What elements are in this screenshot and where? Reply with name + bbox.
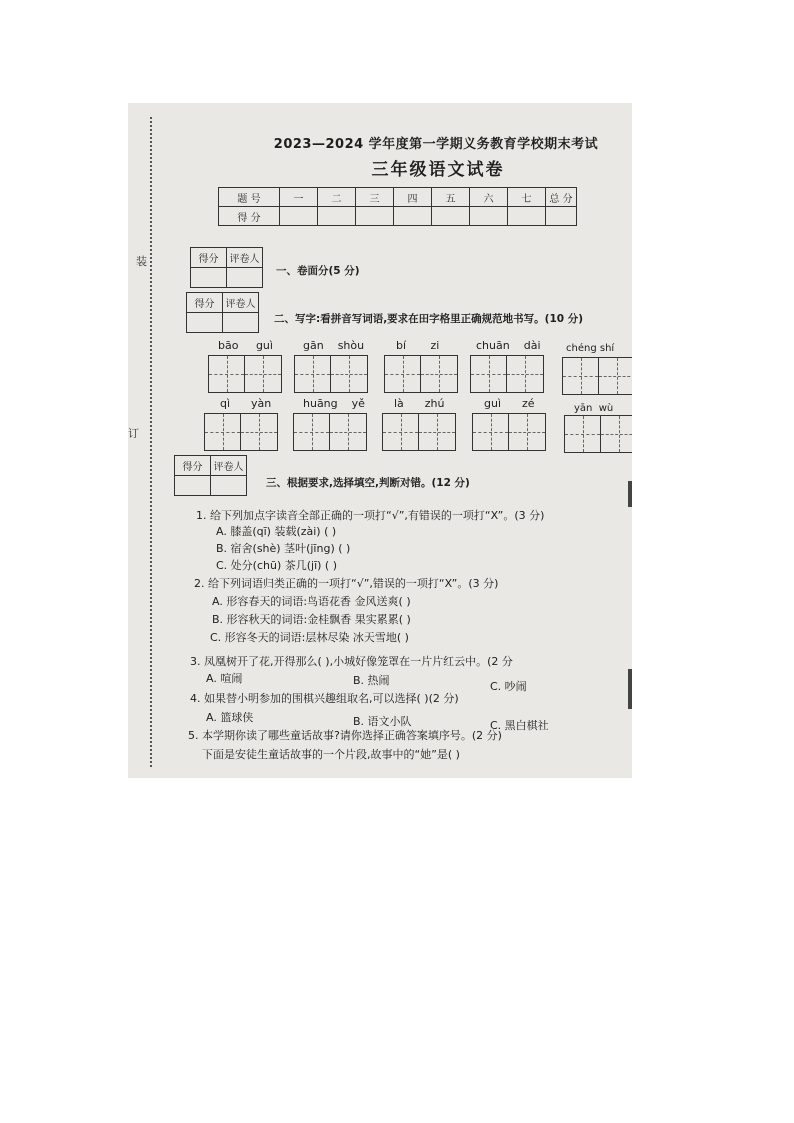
grader-cell: [211, 476, 247, 496]
pinyin-2: [303, 339, 364, 352]
grader-cell: [191, 268, 227, 288]
pinyin-7: [303, 397, 365, 410]
pinyin-syllable: guì: [484, 397, 502, 410]
grader-score-label: 得分: [187, 293, 223, 313]
writing-grid-7[interactable]: [293, 413, 367, 451]
grader-score-label: 得分: [175, 456, 211, 476]
pinyin-syllable: gān: [303, 339, 324, 352]
score-col-4: 四: [394, 188, 432, 207]
writing-cell[interactable]: [473, 414, 509, 450]
score-cell: [432, 207, 470, 226]
score-table-row1-label: 题 号: [219, 188, 280, 207]
writing-grid-2[interactable]: [294, 355, 368, 393]
pinyin-10: [574, 403, 613, 414]
writing-grid-9[interactable]: [472, 413, 546, 451]
writing-cell[interactable]: [601, 416, 632, 452]
binding-char-zhuang: 装: [136, 255, 147, 268]
grader-label: 评卷人: [227, 248, 263, 268]
pinyin-9: [484, 397, 535, 410]
writing-grid-5[interactable]: [562, 357, 632, 395]
pinyin-syllable: dài: [523, 339, 541, 352]
grader-cell: [223, 313, 259, 333]
score-col-2: 二: [318, 188, 356, 207]
pinyin-syllable: yàn: [251, 397, 272, 410]
question-5: 5. 本学期你读了哪些童话故事?请你选择正确答案填序号。(2 分): [188, 729, 502, 742]
question-3-option-c: C. 吵闹: [490, 680, 527, 693]
grader-label: 评卷人: [211, 456, 247, 476]
writing-cell[interactable]: [599, 358, 632, 394]
writing-cell[interactable]: [471, 356, 507, 392]
pinyin-5: [566, 343, 614, 354]
pinyin-8: [394, 397, 445, 410]
writing-grid-8[interactable]: [382, 413, 456, 451]
grader-cell: [227, 268, 263, 288]
writing-cell[interactable]: [330, 414, 366, 450]
writing-cell[interactable]: [507, 356, 543, 392]
writing-grid-10[interactable]: [564, 415, 632, 453]
pinyin-syllable: zhú: [424, 397, 445, 410]
question-2-option-a: A. 形容春天的词语:鸟语花香 金风送爽( ): [212, 595, 411, 608]
exam-title: 2023—2024 学年度第一学期义务教育学校期末考试: [273, 137, 599, 152]
score-cell: [470, 207, 508, 226]
question-2-option-c: C. 形容冬天的词语:层林尽染 冰天雪地( ): [210, 631, 409, 644]
grader-label: 评卷人: [223, 293, 259, 313]
writing-cell[interactable]: [295, 356, 331, 392]
grader-box-3: [174, 455, 247, 496]
pinyin-syllable: yě: [351, 397, 365, 410]
question-4-option-a: A. 篮球侠: [206, 711, 254, 724]
writing-grid-3[interactable]: [384, 355, 458, 393]
section-3-heading: 三、根据要求,选择填空,判断对错。(12 分): [266, 477, 470, 489]
question-5-line-2: 下面是安徒生童话故事的一个片段,故事中的“她”是( ): [202, 748, 460, 761]
pinyin-syllable: yān: [574, 403, 593, 414]
binding-dotted-line: [150, 117, 152, 767]
writing-cell[interactable]: [209, 356, 245, 392]
writing-cell[interactable]: [294, 414, 330, 450]
score-col-total: 总 分: [546, 188, 577, 207]
pinyin-syllable: huāng: [303, 397, 338, 410]
grader-cell: [187, 313, 223, 333]
writing-cell[interactable]: [565, 416, 601, 452]
page-edge-mark: [628, 669, 632, 709]
pinyin-syllable: là: [394, 397, 404, 410]
grader-cell: [175, 476, 211, 496]
question-3-option-a: A. 喧闹: [206, 672, 243, 685]
exam-paper-photo: [128, 103, 632, 778]
writing-cell[interactable]: [331, 356, 367, 392]
writing-cell[interactable]: [383, 414, 419, 450]
writing-grid-1[interactable]: [208, 355, 282, 393]
page-edge-mark: [628, 481, 632, 507]
pinyin-syllable: bí: [396, 339, 407, 352]
binding-char-ding: 订: [128, 427, 139, 440]
writing-cell[interactable]: [241, 414, 277, 450]
pinyin-syllable: chuān: [476, 339, 510, 352]
pinyin-3: [396, 339, 439, 352]
question-3-option-b: B. 热闹: [353, 674, 390, 687]
writing-cell[interactable]: [509, 414, 545, 450]
question-1: 1. 给下列加点字读音全部正确的一项打“√”,有错误的一项打“X”。(3 分): [196, 509, 545, 522]
section-1-heading: 一、卷面分(5 分): [276, 265, 360, 277]
score-col-6: 六: [470, 188, 508, 207]
writing-cell[interactable]: [205, 414, 241, 450]
question-1-option-c: C. 处分(chū) 茶几(jī) ( ): [216, 559, 338, 572]
score-cell: [280, 207, 318, 226]
pinyin-syllable: zé: [522, 397, 535, 410]
grader-score-label: 得分: [191, 248, 227, 268]
writing-grid-6[interactable]: [204, 413, 278, 451]
question-4: 4. 如果替小明参加的围棋兴趣组取名,可以选择( )(2 分): [190, 692, 459, 705]
writing-cell[interactable]: [563, 358, 599, 394]
pinyin-6: [220, 397, 271, 410]
score-col-3: 三: [356, 188, 394, 207]
score-col-7: 七: [508, 188, 546, 207]
writing-cell[interactable]: [421, 356, 457, 392]
question-1-option-a: A. 膝盖(qī) 装载(zài) ( ): [216, 525, 337, 538]
question-4-option-c: C. 黑白棋社: [490, 719, 549, 732]
score-table-row2-label: 得 分: [219, 207, 280, 226]
question-2: 2. 给下列词语归类正确的一项打“√”,错误的一项打“X”。(3 分): [194, 577, 499, 590]
question-2-option-b: B. 形容秋天的词语:金桂飘香 果实累累( ): [212, 613, 411, 626]
score-col-5: 五: [432, 188, 470, 207]
pinyin-syllable: chéng: [566, 343, 597, 354]
score-cell: [394, 207, 432, 226]
pinyin-1: [218, 339, 273, 352]
pinyin-syllable: guì: [255, 339, 273, 352]
writing-cell[interactable]: [419, 414, 455, 450]
question-4-option-b: B. 语文小队: [353, 715, 412, 728]
score-col-1: 一: [280, 188, 318, 207]
pinyin-syllable: shòu: [337, 339, 365, 352]
pinyin-syllable: wù: [598, 403, 614, 414]
exam-subtitle: 三年级语文试卷: [371, 160, 505, 180]
pinyin-4: [476, 339, 541, 352]
writing-cell[interactable]: [385, 356, 421, 392]
score-table: [218, 187, 577, 226]
question-1-option-b: B. 宿舍(shè) 茎叶(jīng) ( ): [216, 542, 351, 555]
writing-cell[interactable]: [245, 356, 281, 392]
score-cell: [546, 207, 577, 226]
pinyin-syllable: shí: [599, 343, 615, 354]
pinyin-syllable: zi: [430, 339, 440, 352]
pinyin-syllable: qì: [220, 397, 231, 410]
score-cell: [356, 207, 394, 226]
score-cell: [318, 207, 356, 226]
grader-box-2: [186, 292, 259, 333]
pinyin-syllable: bāo: [218, 339, 239, 352]
section-2-heading: 二、写字:看拼音写词语,要求在田字格里正确规范地书写。(10 分): [274, 313, 584, 325]
writing-grid-4[interactable]: [470, 355, 544, 393]
question-3: 3. 凤凰树开了花,开得那么( ),小城好像笼罩在一片片红云中。(2 分: [190, 655, 513, 668]
grader-box-1: [190, 247, 263, 288]
score-cell: [508, 207, 546, 226]
